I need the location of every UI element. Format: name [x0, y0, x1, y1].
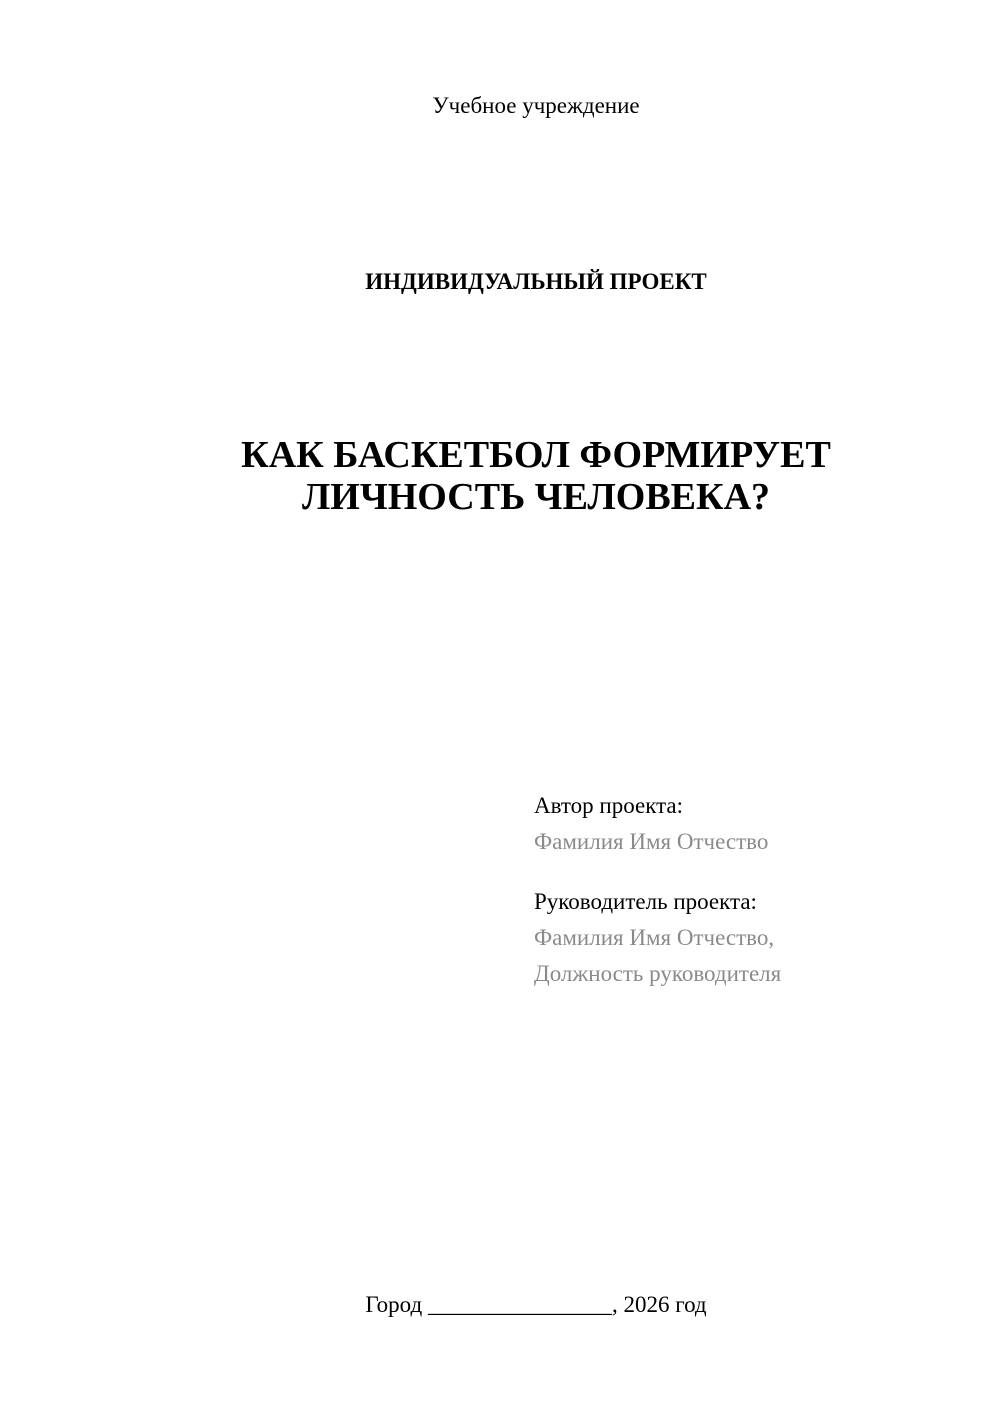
- institution-name: Учебное учреждение: [432, 93, 640, 118]
- supervisor-label: Руководитель проекта:: [534, 889, 757, 914]
- project-title: [0, 434, 1000, 518]
- supervisor-name: Фамилия Имя Отчество,: [534, 925, 775, 950]
- author-name: Фамилия Имя Отчество: [534, 829, 769, 854]
- document-type: ИНДИВИДУАЛЬНЫЙ ПРОЕКТ: [365, 269, 707, 294]
- project-title-line-2: ЛИЧНОСТЬ ЧЕЛОВЕКА?: [301, 476, 771, 518]
- credits-block: [534, 788, 974, 992]
- author-label: Автор проекта:: [534, 793, 683, 818]
- credits-spacer: [534, 860, 974, 884]
- supervisor-position: Должность руководителя: [534, 961, 782, 986]
- project-title-line-1: КАК БАСКЕТБОЛ ФОРМИРУЕТ: [241, 434, 831, 476]
- city-year-footer: Город ________________, 2026 год: [365, 1292, 707, 1317]
